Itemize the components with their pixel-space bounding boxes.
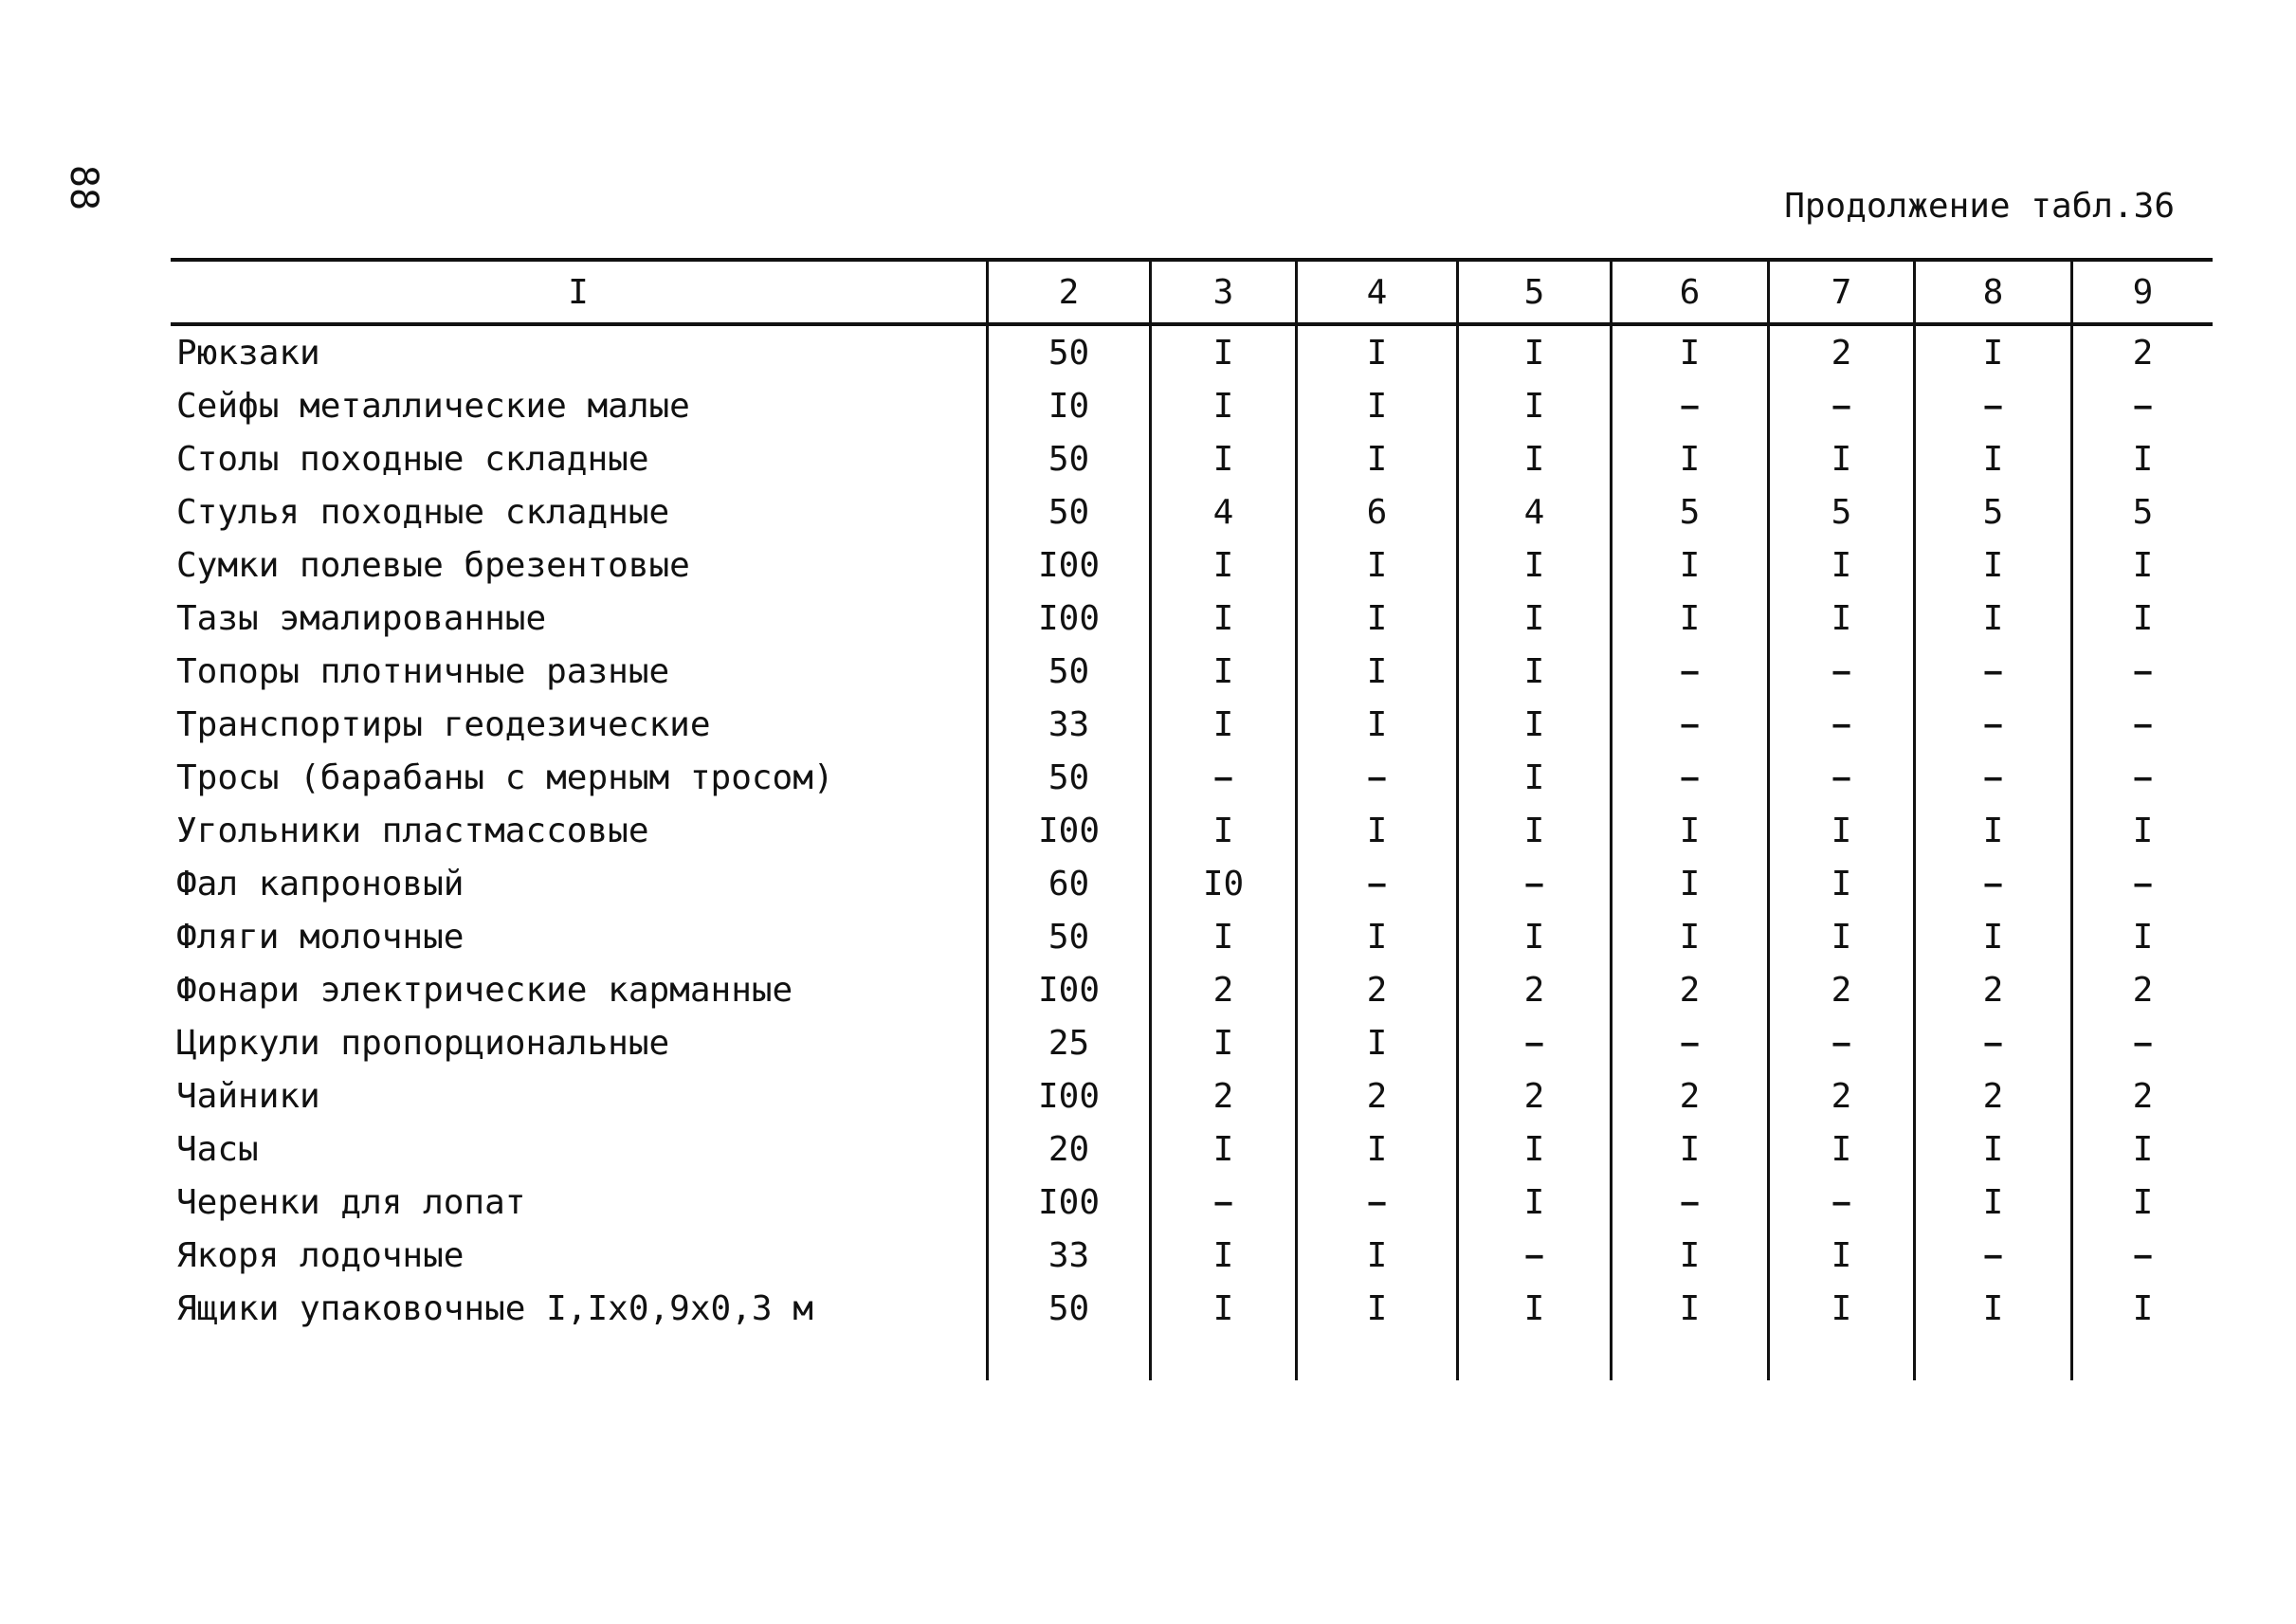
cell-col-3: I [1149,804,1295,857]
cell-col-6: – [1610,645,1767,698]
cell-col-7: I [1767,910,1913,963]
cell-col-7: – [1767,698,1913,751]
cell-col-8: – [1913,857,2070,910]
cell-col-8: 2 [1913,1069,2070,1122]
cell-col-6: I [1610,592,1767,645]
cell-col-2: 50 [986,751,1149,804]
cell-col-2: 25 [986,1016,1149,1069]
table-row [171,1229,2213,1282]
cell-col-4: I [1295,1016,1456,1069]
cell-col-3: I [1149,1122,1295,1176]
cell-col-9: I [2070,432,2213,485]
column-header-9: 9 [2070,262,2213,322]
item-name: Столы походные складные [176,439,649,479]
cell-col-4: I [1295,432,1456,485]
cell-col-9: I [2070,1122,2213,1176]
cell-col-5: I [1456,1176,1610,1229]
cell-col-9: 2 [2070,963,2213,1016]
column-header-1: I [568,272,589,312]
cell-col-2: I0 [986,379,1149,432]
item-name: Топоры плотничные разные [176,651,670,691]
item-name: Угольники пластмассовые [176,811,649,850]
cell-col-5: I [1456,432,1610,485]
cell-col-3: I [1149,910,1295,963]
spacer-cell [1767,1335,1913,1380]
cell-col-7: – [1767,645,1913,698]
cell-col-6: – [1610,1176,1767,1229]
cell-col-5: I [1456,698,1610,751]
cell-col-5: 4 [1456,485,1610,538]
cell-col-3: I [1149,432,1295,485]
cell-col-9: – [2070,379,2213,432]
cell-col-7: I [1767,1122,1913,1176]
cell-col-4: I [1295,910,1456,963]
cell-col-3: I [1149,379,1295,432]
cell-col-9: I [2070,592,2213,645]
column-header-6: 6 [1610,262,1767,322]
spacer-cell [2070,1335,2213,1380]
item-name: Часы [176,1129,259,1169]
cell-col-7: I [1767,538,1913,592]
cell-col-7: I [1767,857,1913,910]
cell-col-9: 5 [2070,485,2213,538]
cell-col-2: I00 [986,1176,1149,1229]
cell-col-8: – [1913,645,2070,698]
column-header-3: 3 [1149,262,1295,322]
cell-col-9: I [2070,804,2213,857]
cell-col-5: 2 [1456,1069,1610,1122]
cell-col-4: I [1295,804,1456,857]
cell-col-8: – [1913,751,2070,804]
item-name: Черенки для лопат [176,1182,526,1222]
table-row [171,1122,2213,1176]
table-body [171,326,2213,1335]
cell-col-5: I [1456,592,1610,645]
table-caption: Продолжение табл.36 [1784,187,2175,226]
table-row [171,645,2213,698]
cell-col-7: 2 [1767,1069,1913,1122]
spacer-cell [1149,1335,1295,1380]
cell-col-4: I [1295,592,1456,645]
cell-col-7: – [1767,1176,1913,1229]
cell-col-4: 2 [1295,1069,1456,1122]
cell-col-3: I [1149,698,1295,751]
cell-col-9: – [2070,698,2213,751]
table-row [171,485,2213,538]
item-name: Якоря лодочные [176,1235,465,1275]
cell-col-4: – [1295,751,1456,804]
cell-col-3: 2 [1149,1069,1295,1122]
cell-col-5: I [1456,910,1610,963]
table-row [171,751,2213,804]
cell-col-7: – [1767,379,1913,432]
item-name: Рюкзаки [176,333,320,373]
spacer-cell [986,1335,1149,1380]
cell-col-8: 2 [1913,963,2070,1016]
table-header-row [171,262,2213,326]
cell-col-5: – [1456,857,1610,910]
table-row [171,538,2213,592]
cell-col-4: I [1295,1229,1456,1282]
cell-col-6: I [1610,857,1767,910]
cell-col-3: – [1149,1176,1295,1229]
cell-col-9: I [2070,1176,2213,1229]
cell-col-6: 2 [1610,963,1767,1016]
cell-col-2: 33 [986,1229,1149,1282]
spacer-cell [1295,1335,1456,1380]
cell-col-6: – [1610,698,1767,751]
cell-col-4: 2 [1295,963,1456,1016]
cell-col-4: I [1295,538,1456,592]
cell-col-8: I [1913,910,2070,963]
table-row [171,1016,2213,1069]
table-bottom-spacer [171,1335,2213,1380]
cell-col-2: 50 [986,1282,1149,1335]
cell-col-6: I [1610,1229,1767,1282]
cell-col-5: I [1456,379,1610,432]
cell-col-7: I [1767,1229,1913,1282]
cell-col-3: I [1149,1229,1295,1282]
cell-col-7: I [1767,432,1913,485]
cell-col-7: 2 [1767,326,1913,379]
table-row [171,963,2213,1016]
cell-col-9: – [2070,751,2213,804]
cell-col-2: 50 [986,326,1149,379]
cell-col-7: I [1767,1282,1913,1335]
cell-col-8: I [1913,1282,2070,1335]
cell-col-8: I [1913,538,2070,592]
table-row [171,698,2213,751]
cell-col-4: I [1295,698,1456,751]
cell-col-3: I [1149,326,1295,379]
cell-col-8: I [1913,804,2070,857]
cell-col-3: 2 [1149,963,1295,1016]
cell-col-6: I [1610,1122,1767,1176]
cell-col-8: 5 [1913,485,2070,538]
cell-col-8: – [1913,1229,2070,1282]
spacer-cell [171,1335,986,1380]
cell-col-7: I [1767,592,1913,645]
cell-col-2: 20 [986,1122,1149,1176]
cell-col-2: 33 [986,698,1149,751]
data-table [171,258,2213,1380]
cell-col-7: 2 [1767,963,1913,1016]
cell-col-6: I [1610,910,1767,963]
cell-col-9: I [2070,910,2213,963]
cell-col-4: I [1295,326,1456,379]
item-name: Ящики упаковочные I,Ix0,9x0,3 м [176,1288,813,1328]
item-name: Циркули пропорциональные [176,1023,670,1063]
cell-col-9: – [2070,645,2213,698]
cell-col-9: – [2070,857,2213,910]
column-header-7: 7 [1767,262,1913,322]
cell-col-5: I [1456,645,1610,698]
table-row [171,1069,2213,1122]
cell-col-5: – [1456,1016,1610,1069]
cell-col-8: I [1913,1176,2070,1229]
item-name: Тросы (барабаны с мерным тросом) [176,757,834,797]
cell-col-4: I [1295,645,1456,698]
cell-col-4: I [1295,1122,1456,1176]
item-name: Тазы эмалированные [176,598,547,638]
cell-col-6: 5 [1610,485,1767,538]
cell-col-3: I [1149,592,1295,645]
table-row [171,326,2213,379]
cell-col-7: – [1767,751,1913,804]
cell-col-2: I00 [986,538,1149,592]
cell-col-6: – [1610,379,1767,432]
cell-col-6: I [1610,1282,1767,1335]
cell-col-4: – [1295,857,1456,910]
cell-col-2: 50 [986,485,1149,538]
cell-col-9: 2 [2070,326,2213,379]
cell-col-3: I [1149,538,1295,592]
cell-col-4: 6 [1295,485,1456,538]
cell-col-2: I00 [986,1069,1149,1122]
cell-col-2: 50 [986,910,1149,963]
column-header-2: 2 [986,262,1149,322]
cell-col-3: I [1149,1282,1295,1335]
cell-col-3: 4 [1149,485,1295,538]
column-header-5: 5 [1456,262,1610,322]
cell-col-2: 60 [986,857,1149,910]
item-name: Фонари электрические карманные [176,970,793,1010]
cell-col-2: 50 [986,432,1149,485]
cell-col-3: I0 [1149,857,1295,910]
cell-col-5: – [1456,1229,1610,1282]
cell-col-7: – [1767,1016,1913,1069]
cell-col-8: I [1913,432,2070,485]
cell-col-6: I [1610,538,1767,592]
item-name: Фал капроновый [176,864,465,903]
cell-col-6: 2 [1610,1069,1767,1122]
cell-col-3: – [1149,751,1295,804]
spacer-cell [1610,1335,1767,1380]
item-name: Сумки полевые брезентовые [176,545,690,585]
page-number: 88 [62,164,105,211]
cell-col-5: I [1456,751,1610,804]
cell-col-4: I [1295,1282,1456,1335]
cell-col-5: I [1456,804,1610,857]
item-name: Сейфы металлические малые [176,386,690,426]
column-header-4: 4 [1295,262,1456,322]
item-name: Чайники [176,1076,320,1116]
cell-col-5: I [1456,1122,1610,1176]
cell-col-3: I [1149,1016,1295,1069]
table-row [171,1176,2213,1229]
cell-col-8: I [1913,326,2070,379]
column-header-8: 8 [1913,262,2070,322]
cell-col-5: I [1456,1282,1610,1335]
cell-col-2: I00 [986,592,1149,645]
spacer-cell [1456,1335,1610,1380]
cell-col-9: I [2070,1282,2213,1335]
table-row [171,432,2213,485]
cell-col-6: – [1610,751,1767,804]
cell-col-9: 2 [2070,1069,2213,1122]
cell-col-3: I [1149,645,1295,698]
cell-col-2: I00 [986,963,1149,1016]
spacer-cell [1913,1335,2070,1380]
cell-col-8: – [1913,698,2070,751]
item-name: Фляги молочные [176,917,465,957]
table-row [171,910,2213,963]
cell-col-5: 2 [1456,963,1610,1016]
cell-col-8: I [1913,1122,2070,1176]
table-row [171,592,2213,645]
cell-col-7: 5 [1767,485,1913,538]
cell-col-4: – [1295,1176,1456,1229]
table-row [171,804,2213,857]
cell-col-6: I [1610,326,1767,379]
item-name: Стулья походные складные [176,492,670,532]
cell-col-9: – [2070,1229,2213,1282]
cell-col-6: I [1610,432,1767,485]
cell-col-6: I [1610,804,1767,857]
cell-col-9: I [2070,538,2213,592]
table-row [171,379,2213,432]
cell-col-7: I [1767,804,1913,857]
cell-col-5: I [1456,326,1610,379]
table-row [171,1282,2213,1335]
cell-col-9: – [2070,1016,2213,1069]
table-row [171,857,2213,910]
cell-col-2: I00 [986,804,1149,857]
cell-col-8: – [1913,1016,2070,1069]
cell-col-2: 50 [986,645,1149,698]
cell-col-5: I [1456,538,1610,592]
cell-col-8: I [1913,592,2070,645]
item-name: Транспортиры геодезические [176,704,711,744]
cell-col-8: – [1913,379,2070,432]
cell-col-4: I [1295,379,1456,432]
cell-col-6: – [1610,1016,1767,1069]
